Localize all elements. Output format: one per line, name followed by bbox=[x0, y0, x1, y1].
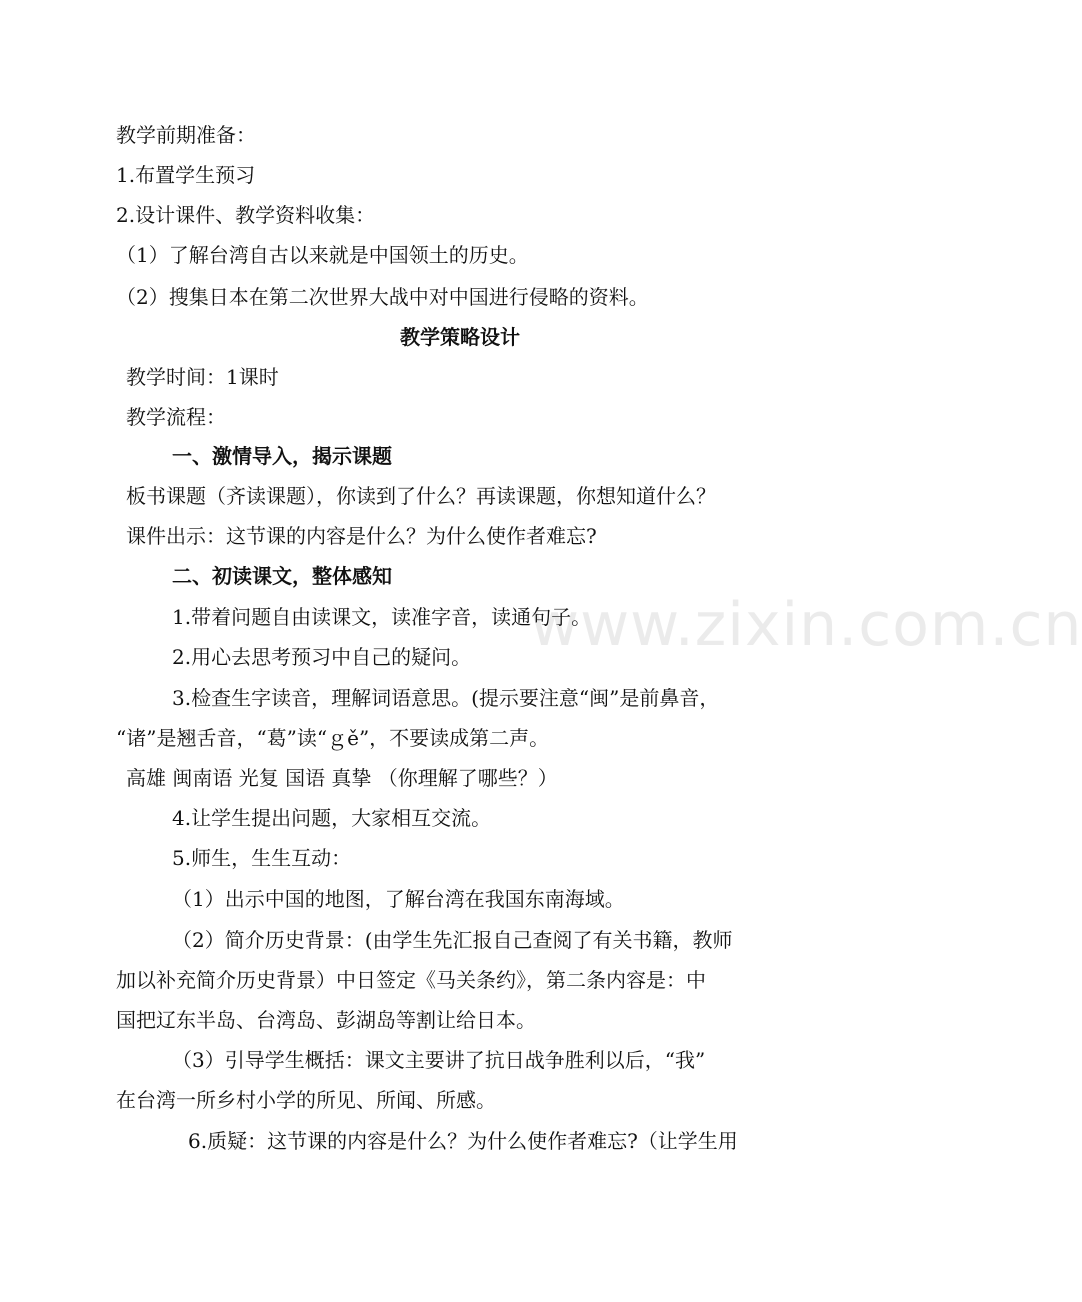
prep-sub-item-2: （2）搜集日本在第二次世界大战中对中国进行侵略的资料。 bbox=[116, 285, 649, 309]
section-1-line-1: 板书课题（齐读课题），你读到了什么？再读课题，你想知道什么？ bbox=[126, 484, 716, 508]
strategy-title: 教学策略设计 bbox=[400, 325, 520, 349]
step-4: 4.让学生提出问题，大家相互交流。 bbox=[172, 806, 492, 830]
step-5-sub-1: （1）出示中国的地图，了解台湾在我国东南海域。 bbox=[172, 887, 625, 911]
section-1-heading: 一、激情导入，揭示课题 bbox=[172, 444, 392, 468]
step-2: 2.用心去思考预习中自己的疑问。 bbox=[172, 645, 472, 669]
section-2-heading: 二、初读课文，整体感知 bbox=[172, 564, 392, 588]
step-5-sub-3-line-1: （3）引导学生概括：课文主要讲了抗日战争胜利以后，“我” bbox=[172, 1048, 706, 1072]
vocabulary-words: 高雄 闽南语 光复 国语 真挚 （你理解了哪些？） bbox=[126, 766, 558, 790]
step-3-line-2: “诸”是翘舌音，“葛”读“ｇě”，不要读成第二声。 bbox=[116, 726, 550, 750]
step-1: 1.带着问题自由读课文，读准字音，读通句子。 bbox=[172, 605, 592, 629]
step-5-sub-2-line-1: （2）简介历史背景：(由学生先汇报自己查阅了有关书籍，教师 bbox=[172, 928, 733, 952]
step-6: 6.质疑：这节课的内容是什么？为什么使作者难忘?（让学生用 bbox=[188, 1129, 738, 1153]
teaching-time: 教学时间：1课时 bbox=[126, 365, 279, 389]
step-5-sub-2-line-3: 国把辽东半岛、台湾岛、彭湖岛等割让给日本。 bbox=[116, 1008, 536, 1032]
prep-item-2: 2.设计课件、教学资料收集： bbox=[116, 203, 376, 227]
prep-item-1: 1.布置学生预习 bbox=[116, 163, 256, 187]
prep-sub-item-1: （1）了解台湾自古以来就是中国领土的历史。 bbox=[116, 243, 529, 267]
teaching-flow-label: 教学流程： bbox=[126, 405, 226, 429]
prep-heading: 教学前期准备： bbox=[116, 123, 256, 147]
step-5: 5.师生，生生互动： bbox=[172, 846, 352, 870]
step-5-sub-2-line-2: 加以补充简介历史背景）中日签定《马关条约》，第二条内容是：中 bbox=[116, 968, 706, 992]
watermark: www.zixin.com.cn bbox=[530, 590, 1082, 660]
step-3-line-1: 3.检查生字读音，理解词语意思。(提示要注意“闽”是前鼻音， bbox=[172, 686, 720, 710]
step-5-sub-3-line-2: 在台湾一所乡村小学的所见、所闻、所感。 bbox=[116, 1088, 496, 1112]
section-1-line-2: 课件出示：这节课的内容是什么？为什么使作者难忘? bbox=[126, 524, 597, 548]
